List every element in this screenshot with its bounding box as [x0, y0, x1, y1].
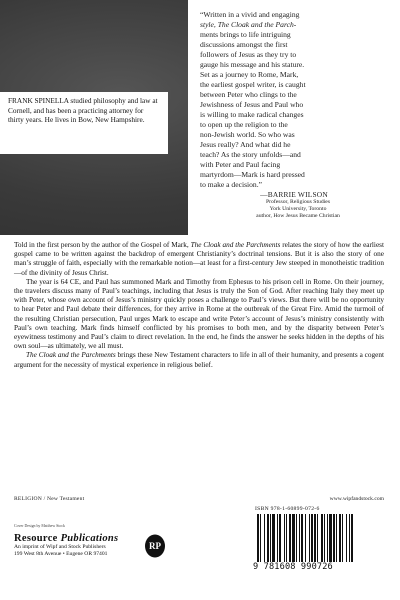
barcode-bar [260, 514, 261, 562]
barcode-bar [329, 514, 332, 562]
barcode-bar [301, 514, 303, 562]
endorsement-line: ments brings to life intriguing [200, 30, 291, 39]
endorsement-line: martyrdom—Mark is hard pressed [200, 170, 305, 179]
publisher-logo [144, 534, 166, 560]
barcode-bar [279, 514, 281, 562]
endorsement-line: non-Jewish world. So who was [200, 130, 295, 139]
publisher-website: www.wipfandstock.com [329, 496, 384, 502]
endorser-title: Professor, Religious Studies [265, 199, 331, 205]
barcode-bar [305, 514, 306, 562]
endorsement-line: discussions amongst the first [200, 40, 288, 49]
barcode-bar [339, 514, 341, 562]
isbn-digits: 9 781608 990726 [253, 562, 333, 572]
endorsement-line: with Peter and Paul facing [200, 160, 281, 169]
barcode-bar [284, 514, 285, 562]
author-bio-text: FRANK SPINELLA studied philosophy and law at Cornell, and has been a practicing attorney for thirty years. He lives in Bow, New Hampshire. [8, 96, 158, 125]
endorsement-line: gauge his message and his stature. [200, 60, 305, 69]
book-title: The Cloak and the Parchments [26, 351, 116, 360]
barcode-bar [309, 514, 310, 562]
barcode-bar [321, 514, 323, 562]
barcode-bar [286, 514, 287, 562]
barcode-bar [351, 514, 353, 562]
endorser-book: author, How Jesus Became Christian [256, 213, 340, 219]
isbn-label: ISBN 978-1-60899-072-6 [255, 506, 320, 512]
endorsement-line: style, The Cloak and the Parch- [200, 20, 297, 29]
endorsement-signature [200, 190, 396, 220]
publisher-name-part1: Resource [14, 533, 58, 544]
book-title: The Cloak and the Parchments [190, 241, 281, 249]
description-paragraph: Told in the first person by the author of the Gospel of Mark, The Cloak and the Parchments relates the story of how the earliest gospel came to be written against the backdrop of emergent Christianity’s doctrinal tensions. But it is also the story of one man’s struggle of faith, especially with the remarkable notion—at least for a first-century Jew steeped in monotheistic tradition—of the divinity of Jesus Christ. [14, 241, 384, 277]
endorsement-line: followers of Jesus as they try to [200, 50, 297, 59]
endorser-affiliation: York University, Toronto [269, 206, 327, 212]
barcode-bar [296, 514, 297, 562]
barcode-bar [264, 514, 265, 562]
endorsement-line: Set as a journey to Rome, Mark, [200, 70, 299, 79]
endorsement-line: Jewishness of Jesus and Paul who [200, 100, 304, 109]
barcode-bar [342, 514, 343, 562]
barcode-bar [267, 514, 269, 562]
endorsement-text [200, 10, 390, 190]
endorser-name: —BARRIE WILSON [260, 190, 328, 199]
barcode-bar [346, 514, 347, 562]
description-paragraph: The year is 64 CE, and Paul has summoned Mark and Timothy from Ephesus to his prison cell in Rome. On their journey, the travelers discuss many of Paul’s teachings, including that Jesus is truly the Son of God. After reaching Italy they meet up with Peter, whose own account of Jesus’s ministry quickly poses a challenge to Paul’s views. But there will be no opportunity to hear Peter and Paul debate their differences, for they arrive in Rome at the outbreak of the Great Fire. Amid the turmoil of the resulting Christian persecution, Paul urges Mark to escape and write Peter’s account of Jesus’s ministry consistently with Paul’s own teaching. Mark finds himself conflicted by his promises to both men, and by the disparity between Peter’s eyewitness testimony and Paul’s claim to direct revelation. In the end, he finds the answer he seeks hidden in the depths of his own soul—as ultimately, we all must. [14, 277, 384, 351]
barcode-bar [333, 514, 335, 562]
endorsement-line: teach? As the story unfolds—and [200, 150, 301, 159]
barcode-bar [311, 514, 313, 562]
barcode-bar [324, 514, 325, 562]
barcode-bar [257, 514, 259, 562]
barcode-bar [349, 514, 350, 562]
barcode-bar [336, 514, 337, 562]
barcode-bar [299, 514, 300, 562]
cover-design-credit: Cover Design by Matthew Stock [14, 524, 66, 528]
publisher-name-part2: Publications [60, 533, 119, 544]
publisher-address: 199 West 8th Avenue • Eugene OR 97401 [14, 551, 108, 557]
barcode-bar [272, 514, 275, 562]
endorsement-line: is willing to make radical changes [200, 110, 304, 119]
barcode-bar [317, 514, 318, 562]
book-description [14, 241, 384, 370]
author-bio [0, 92, 168, 154]
publisher-block [14, 533, 144, 558]
barcode-bar [314, 514, 316, 562]
isbn-barcode [255, 514, 377, 562]
barcode-bar [292, 514, 295, 562]
endorsement-line: “Written in a vivid and engaging [200, 10, 300, 19]
barcode-bar [270, 514, 271, 562]
subject-category: RELIGION / New Testament [14, 496, 85, 502]
publisher-name [14, 533, 144, 544]
publisher-imprint: An imprint of Wipf and Stock Publishers [14, 544, 106, 550]
back-cover-body [0, 235, 400, 600]
endorsement-line: between Peter who clings to the [200, 90, 297, 99]
barcode-bar [289, 514, 291, 562]
endorsement-line: the earliest gospel writer, is caught [200, 80, 306, 89]
publisher-logo-text: RP [149, 541, 161, 551]
endorsement-line: to open up the religion to the [200, 120, 288, 129]
barcode-bar [277, 514, 278, 562]
endorsement-line: Jesus really? And what did he [200, 140, 291, 149]
endorsement-line: to make a decision.” [200, 180, 262, 189]
endorsement-box [188, 0, 400, 235]
description-paragraph: The Cloak and the Parchments brings these New Testament characters to life in all of their humanity, and presents a cogent argument for the necessity of mystical experience in religious belief. [14, 351, 384, 369]
barcode-bar [327, 514, 328, 562]
